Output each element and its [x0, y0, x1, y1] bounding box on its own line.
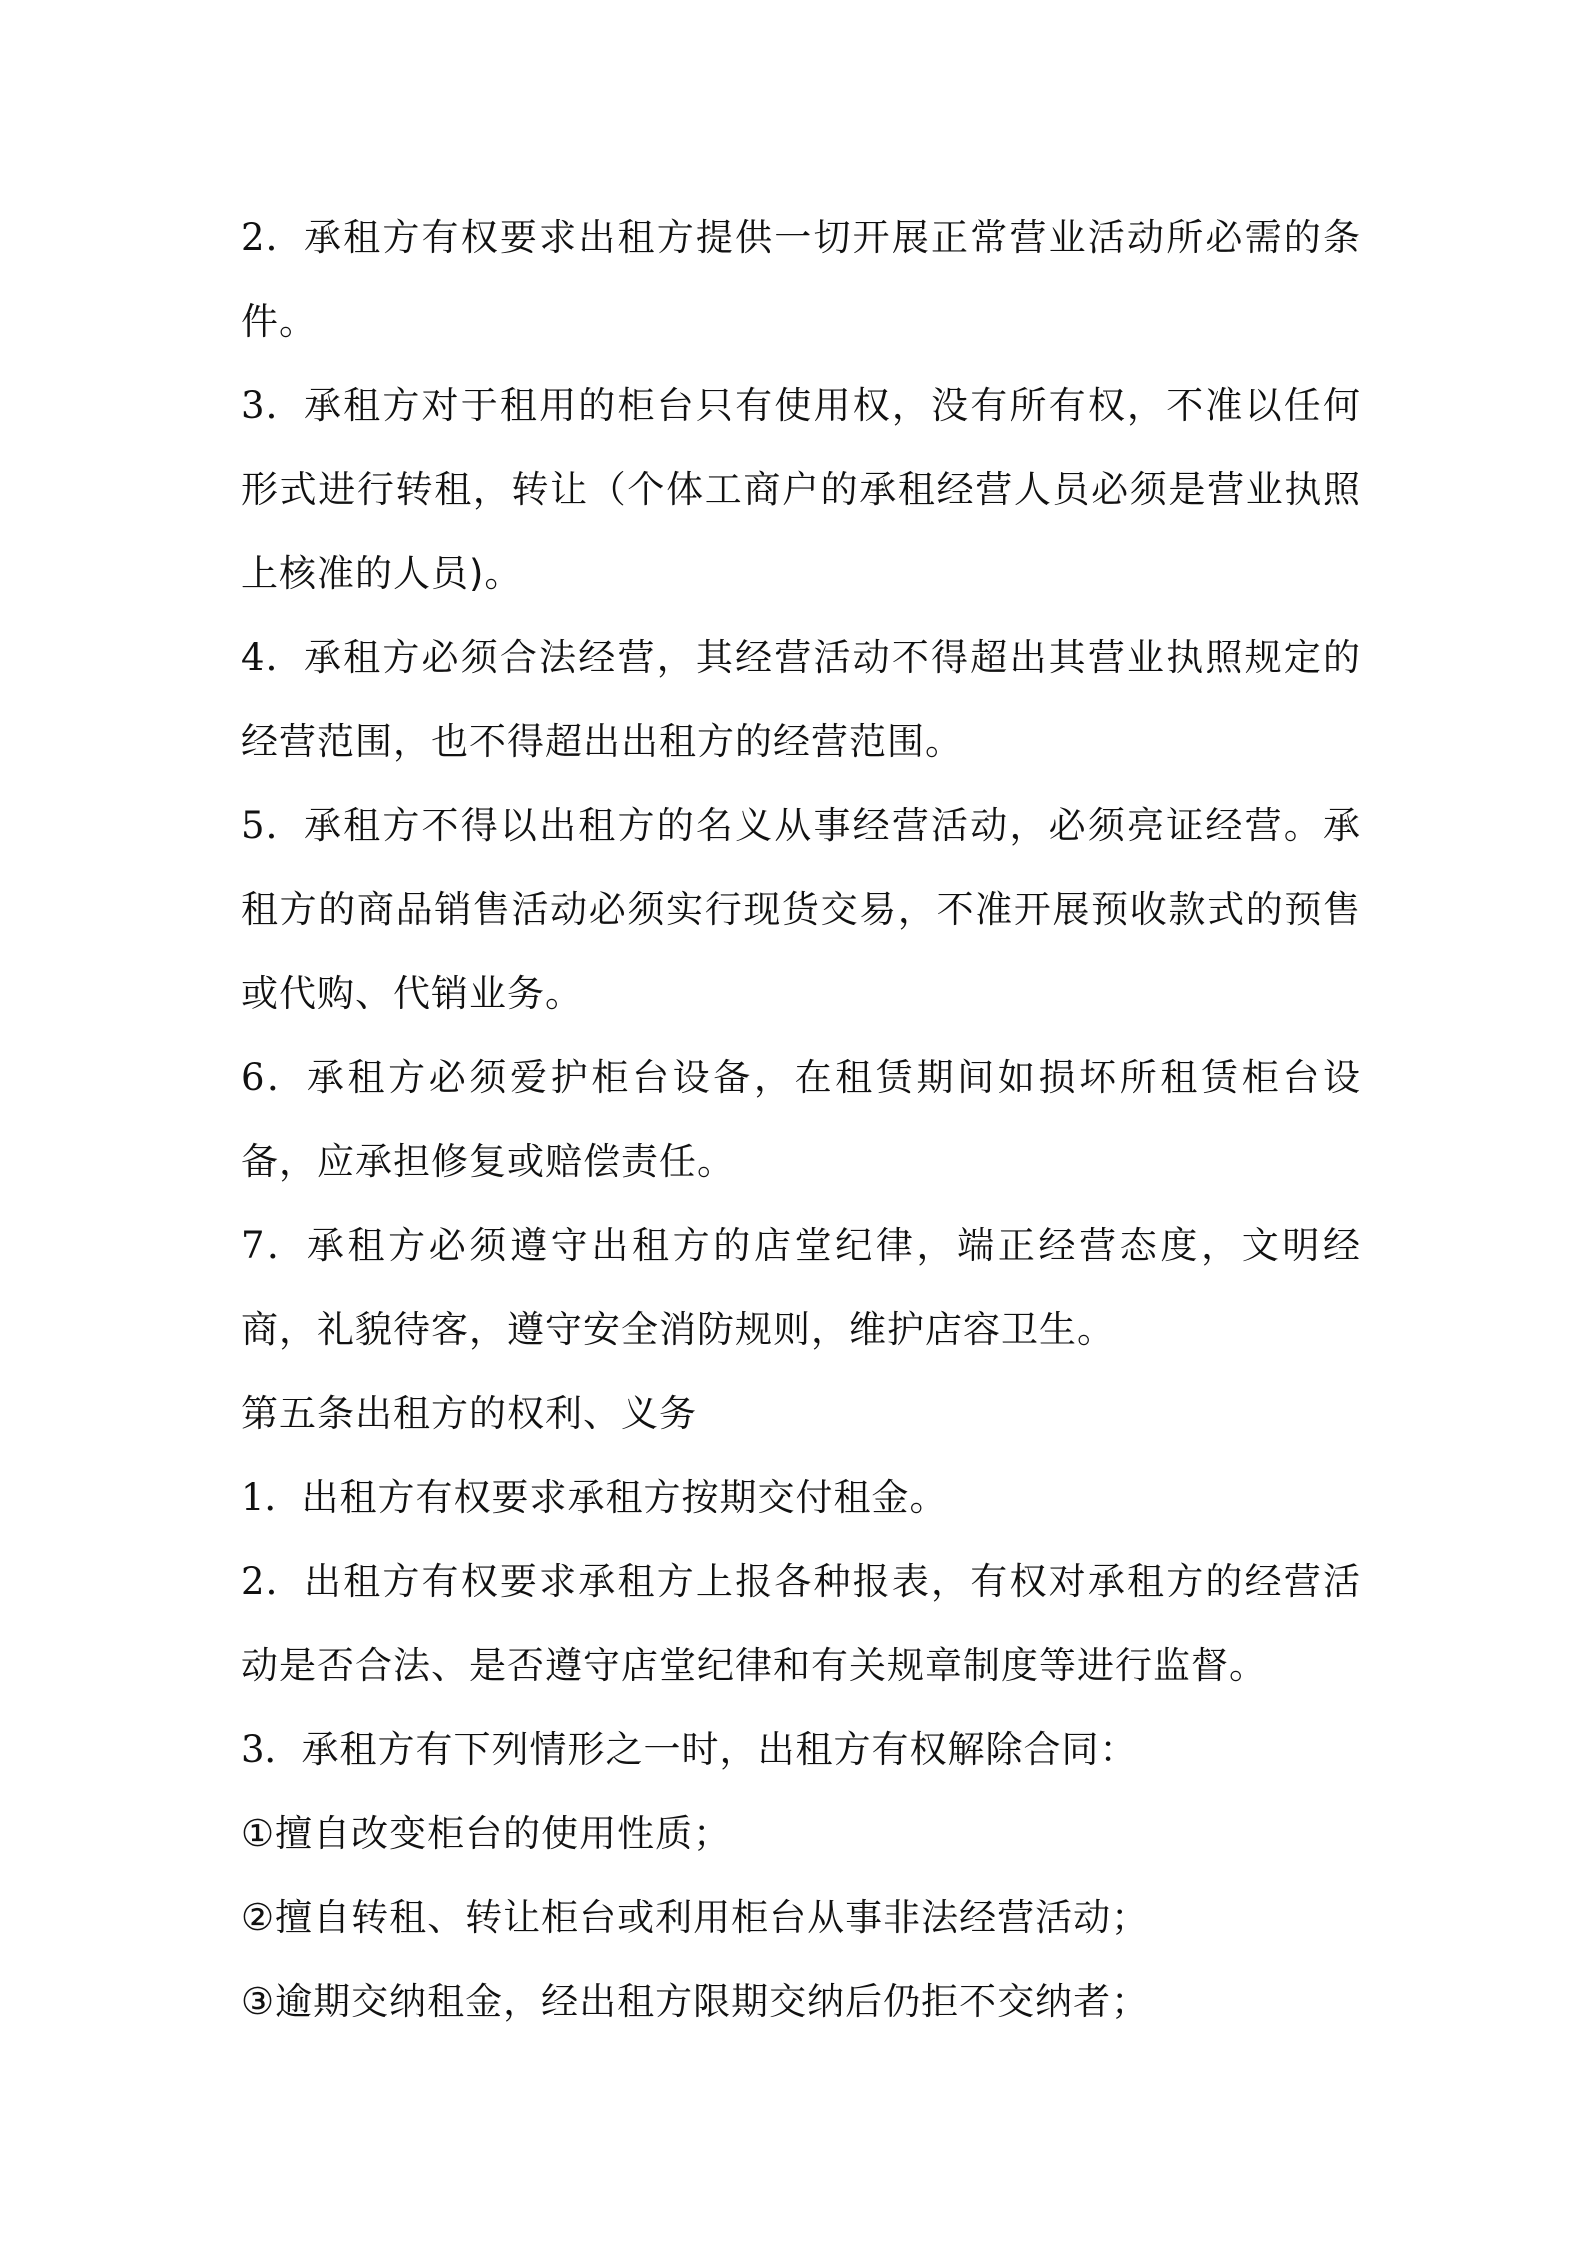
clause-number: 2．	[241, 1560, 304, 1603]
clause-text: 承租方不得以出租方的名义从事经营活动，必须亮证经营。承租方的商品销售活动必须实行现货交易，不准开展预收款式的预售或代购、代销业务。	[241, 804, 1361, 1015]
clause-number: 6．	[241, 1056, 307, 1099]
clause-number: 3．	[241, 1728, 302, 1771]
clause-item	[241, 1036, 1361, 1204]
section-heading	[241, 1372, 1361, 1456]
clause-text: 承租方有权要求出租方提供一切开展正常营业活动所必需的条件。	[241, 216, 1361, 343]
sub-item	[241, 1960, 1361, 2044]
sub-item-text: ③逾期交纳租金，经出租方限期交纳后仍拒不交纳者；	[241, 1980, 1150, 2023]
sub-item	[241, 1792, 1361, 1876]
clause-item	[241, 364, 1361, 616]
clause-text: 承租方必须遵守出租方的店堂纪律，端正经营态度，文明经商，礼貌待客，遵守安全消防规则，维护店容卫生。	[241, 1224, 1362, 1351]
clause-item	[241, 1204, 1361, 1372]
clause-text: 承租方必须合法经营，其经营活动不得超出其营业执照规定的经营范围，也不得超出出租方的经营范围。	[241, 636, 1361, 763]
clause-text: 出租方有权要求承租方上报各种报表，有权对承租方的经营活动是否合法、是否遵守店堂纪律和有关规章制度等进行监督。	[241, 1560, 1361, 1687]
clause-number: 1．	[241, 1476, 302, 1519]
sub-item-text: ②擅自转租、转让柜台或利用柜台从事非法经营活动；	[241, 1896, 1150, 1939]
sub-item-text: ①擅自改变柜台的使用性质；	[241, 1812, 732, 1855]
clause-item	[241, 196, 1361, 364]
clause-text: 承租方有下列情形之一时，出租方有权解除合同：	[301, 1728, 1138, 1771]
clause-number: 3．	[241, 384, 304, 427]
clause-number: 4．	[241, 636, 304, 679]
document-body	[241, 196, 1361, 2044]
sub-item	[241, 1876, 1361, 1960]
clause-text: 承租方对于租用的柜台只有使用权，没有所有权，不准以任何形式进行转租，转让（个体工商户的承租经营人员必须是营业执照上核准的人员)。	[241, 384, 1361, 595]
clause-text: 出租方有权要求承租方按期交付租金。	[301, 1476, 948, 1519]
section-heading-text: 第五条出租方的权利、义务	[241, 1392, 697, 1435]
clause-number: 7．	[241, 1224, 307, 1267]
clause-item	[241, 616, 1361, 784]
clause-item	[241, 1540, 1361, 1708]
clause-text: 承租方必须爱护柜台设备，在租赁期间如损坏所租赁柜台设备，应承担修复或赔偿责任。	[241, 1056, 1362, 1183]
clause-number: 5．	[241, 804, 304, 847]
clause-item	[241, 1456, 1361, 1540]
clause-item	[241, 784, 1361, 1036]
clause-number: 2．	[241, 216, 304, 259]
clause-item	[241, 1708, 1361, 1792]
